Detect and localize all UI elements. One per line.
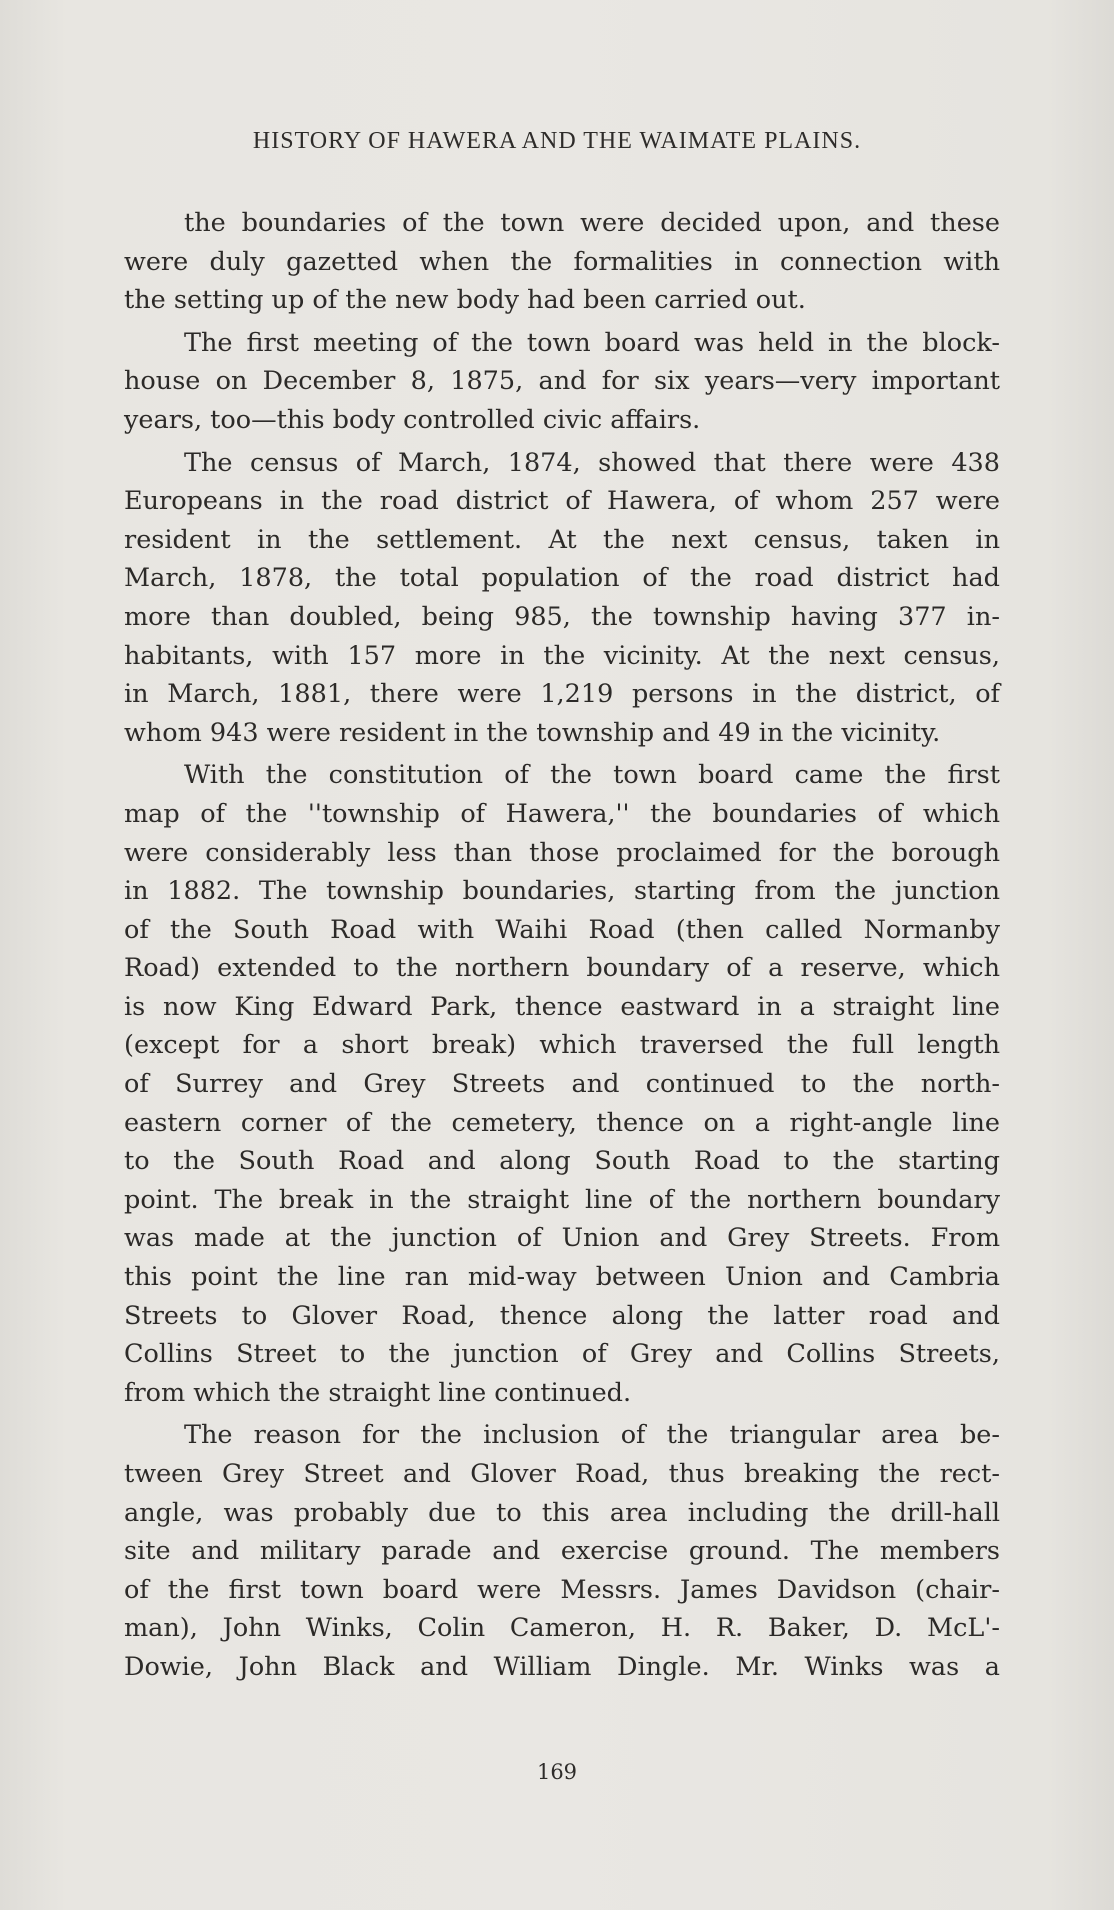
text-line: the setting up of the new body had been carried out. [124, 285, 806, 316]
text-line: With the constitution of the town board came the first [184, 760, 1000, 791]
text-line: were considerably less than those proclaimed for the borough [124, 837, 1000, 868]
text-line: in March, 1881, there were 1,219 persons in the district, of [124, 679, 1000, 710]
text-line: Collins Street to the junction of Grey and Collins Streets, [124, 1339, 1000, 1370]
text-line: The reason for the inclusion of the triangular area be- [184, 1420, 1000, 1451]
text-line: were duly gazetted when the formalities in connection with [124, 246, 1000, 277]
paragraph [124, 324, 1000, 440]
text-line: (except for a short break) which traversed the full length [124, 1030, 1000, 1061]
page-number: 169 [536, 1760, 578, 1784]
paragraph [124, 756, 1000, 1412]
text-line: to the South Road and along South Road to the starting [124, 1146, 1000, 1177]
text-line: angle, was probably due to this area including the drill-hall [124, 1497, 1000, 1528]
text-line: habitants, with 157 more in the vicinity. At the next census, [124, 640, 1000, 671]
text-line: man), John Winks, Colin Cameron, H. R. Baker, D. McL'- [124, 1613, 1000, 1644]
paragraph [124, 1416, 1000, 1686]
body-text [124, 204, 1000, 1691]
text-line: this point the line ran mid-way between Union and Cambria [124, 1262, 1000, 1293]
text-line: site and military parade and exercise ground. The members [124, 1536, 1000, 1567]
text-line: of the first town board were Messrs. James Davidson (chair- [124, 1574, 1000, 1605]
text-line: was made at the junction of Union and Grey Streets. From [124, 1223, 1000, 1254]
text-line: map of the ''township of Hawera,'' the boundaries of which [124, 798, 1000, 829]
running-header: HISTORY OF HAWERA AND THE WAIMATE PLAINS. [252, 128, 862, 154]
text-line: point. The break in the straight line of the northern boundary [124, 1184, 1000, 1215]
paragraph [124, 204, 1000, 320]
text-line: whom 943 were resident in the township and 49 in the vicinity. [124, 717, 941, 748]
text-line: Dowie, John Black and William Dingle. Mr. Winks was a [124, 1651, 1000, 1682]
text-line: years, too—this body controlled civic affairs. [124, 404, 701, 435]
text-line: more than doubled, being 985, the township having 377 in- [124, 601, 1000, 632]
text-line: is now King Edward Park, thence eastward in a straight line [124, 991, 1000, 1022]
text-line: Streets to Glover Road, thence along the latter road and [124, 1300, 1000, 1331]
text-line: Road) extended to the northern boundary of a reserve, which [124, 953, 1000, 984]
text-line: Europeans in the road district of Hawera, of whom 257 were [124, 486, 1000, 517]
text-line: the boundaries of the town were decided upon, and these [184, 208, 1000, 238]
text-line: of the South Road with Waihi Road (then called Normanby [124, 914, 1000, 945]
text-line: eastern corner of the cemetery, thence on a right-angle line [124, 1107, 1000, 1138]
text-line: from which the straight line continued. [124, 1377, 632, 1408]
text-line: of Surrey and Grey Streets and continued to the north- [124, 1069, 1000, 1100]
text-line: The first meeting of the town board was held in the block- [184, 327, 1000, 358]
text-line: house on December 8, 1875, and for six years—very important [124, 366, 1000, 397]
text-line: The census of March, 1874, showed that there were 438 [184, 447, 1000, 478]
text-line: tween Grey Street and Glover Road, thus breaking the rect- [124, 1459, 1000, 1489]
text-line: resident in the settlement. At the next census, taken in [124, 524, 1000, 555]
text-line: in 1882. The township boundaries, starting from the junction [124, 876, 1000, 907]
paragraph [124, 444, 1000, 753]
text-line: March, 1878, the total population of the road district had [124, 563, 1000, 594]
